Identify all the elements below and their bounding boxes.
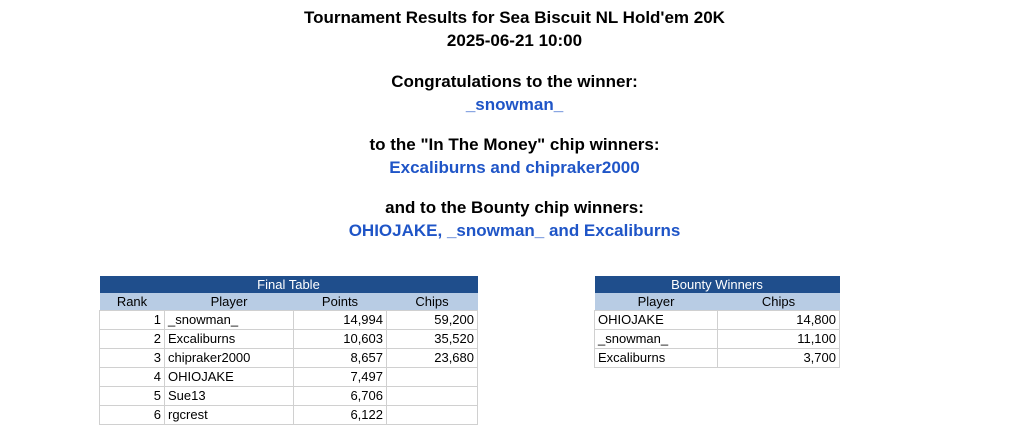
- rank-cell: 4: [100, 368, 165, 387]
- player-cell: _snowman_: [165, 311, 294, 330]
- chips-cell: [387, 387, 478, 406]
- points-cell: 6,122: [294, 406, 387, 425]
- points-cell: 7,497: [294, 368, 387, 387]
- chips-cell: 59,200: [387, 311, 478, 330]
- bounty-winners-table: [594, 276, 840, 368]
- points-cell: 10,603: [294, 330, 387, 349]
- column-header-rank: Rank: [100, 293, 165, 311]
- points-cell: 6,706: [294, 387, 387, 406]
- table-row: [595, 330, 840, 349]
- table-row: [100, 349, 478, 368]
- table-row: [595, 311, 840, 330]
- final-table: [99, 276, 478, 425]
- table-row: [595, 349, 840, 368]
- player-cell: Sue13: [165, 387, 294, 406]
- chips-cell: 3,700: [718, 349, 840, 368]
- table-row: [100, 311, 478, 330]
- bounty-winners-list: OHIOJAKE, _snowman_ and Excaliburns: [348, 221, 681, 240]
- column-header-chips: Chips: [387, 293, 478, 311]
- player-cell: Excaliburns: [595, 349, 718, 368]
- column-header-player: Player: [165, 293, 294, 311]
- player-cell: _snowman_: [595, 330, 718, 349]
- final-table-title: Final Table: [100, 276, 478, 293]
- chips-cell: 35,520: [387, 330, 478, 349]
- player-cell: chipraker2000: [165, 349, 294, 368]
- congrats-label: Congratulations to the winner:: [391, 72, 638, 91]
- points-cell: 8,657: [294, 349, 387, 368]
- rank-cell: 1: [100, 311, 165, 330]
- chips-cell: 14,800: [718, 311, 840, 330]
- chips-cell: [387, 406, 478, 425]
- table-row: [100, 330, 478, 349]
- chips-cell: 23,680: [387, 349, 478, 368]
- winner-name: _snowman_: [465, 95, 564, 114]
- rank-cell: 2: [100, 330, 165, 349]
- player-cell: OHIOJAKE: [595, 311, 718, 330]
- table-row: [100, 368, 478, 387]
- rank-cell: 5: [100, 387, 165, 406]
- player-cell: Excaliburns: [165, 330, 294, 349]
- chips-cell: [387, 368, 478, 387]
- chips-cell: 11,100: [718, 330, 840, 349]
- table-row: [100, 387, 478, 406]
- column-header-player: Player: [595, 293, 718, 311]
- itm-label: to the "In The Money" chip winners:: [369, 135, 660, 154]
- column-header-chips: Chips: [718, 293, 840, 311]
- bounty-label: and to the Bounty chip winners:: [385, 198, 644, 217]
- points-cell: 14,994: [294, 311, 387, 330]
- column-header-points: Points: [294, 293, 387, 311]
- tournament-datetime: 2025-06-21 10:00: [446, 31, 583, 50]
- bounty-table-title: Bounty Winners: [595, 276, 840, 293]
- player-cell: rgcrest: [165, 406, 294, 425]
- tournament-title: Tournament Results for Sea Biscuit NL Hold'em 20K: [304, 8, 725, 27]
- itm-winners: Excaliburns and chipraker2000: [389, 158, 640, 177]
- rank-cell: 3: [100, 349, 165, 368]
- table-row: [100, 406, 478, 425]
- player-cell: OHIOJAKE: [165, 368, 294, 387]
- rank-cell: 6: [100, 406, 165, 425]
